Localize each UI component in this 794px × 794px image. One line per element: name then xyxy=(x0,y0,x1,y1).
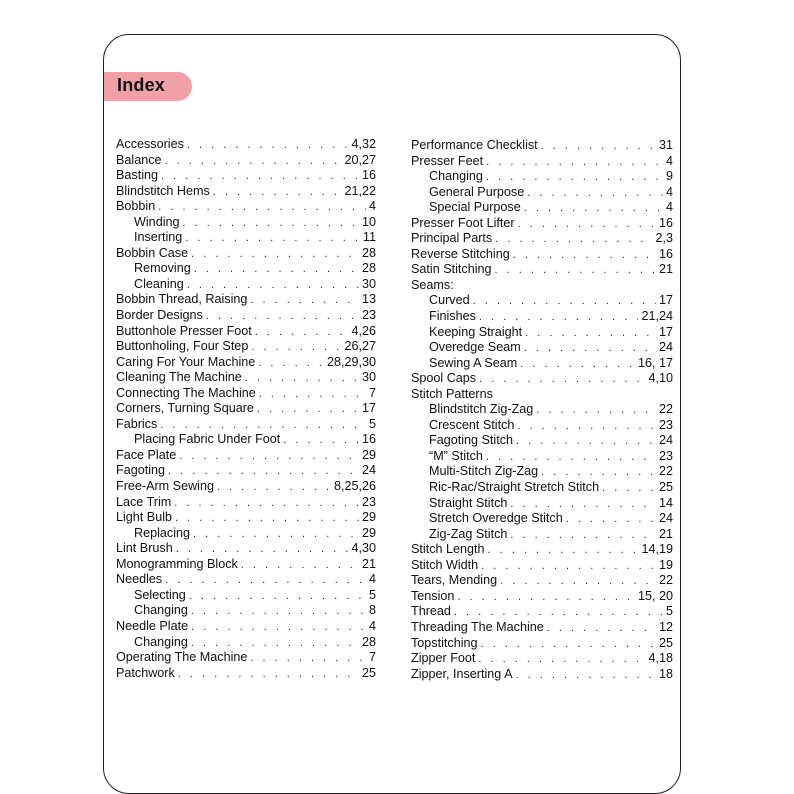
index-page-numbers: 30 xyxy=(361,370,376,385)
dot-leader xyxy=(486,450,656,466)
index-entry xyxy=(116,666,376,682)
index-entry xyxy=(116,401,376,417)
dot-leader xyxy=(251,340,341,356)
dot-leader xyxy=(187,278,359,294)
index-term: Free-Arm Sewing xyxy=(116,479,214,494)
index-term: Bobbin xyxy=(116,199,156,214)
index-term: Lace Trim xyxy=(116,494,172,509)
index-term: Patchwork xyxy=(116,665,175,680)
dot-leader xyxy=(217,480,331,496)
index-page-numbers: 23 xyxy=(361,308,376,323)
dot-leader xyxy=(259,387,366,403)
dot-leader xyxy=(520,357,635,373)
index-page-numbers: 21,22 xyxy=(344,183,376,198)
index-page-numbers: 4 xyxy=(665,200,673,215)
dot-leader xyxy=(257,402,359,418)
index-subentry xyxy=(411,418,673,434)
dot-leader xyxy=(479,372,645,388)
index-entry xyxy=(411,247,673,263)
dot-leader xyxy=(479,310,639,326)
index-subentry xyxy=(411,356,673,372)
index-page-numbers: 30 xyxy=(361,276,376,291)
index-entry xyxy=(116,308,376,324)
index-entry xyxy=(411,558,673,574)
index-term: Thread xyxy=(411,604,451,619)
index-page-numbers: 7 xyxy=(368,385,376,400)
index-term: Fagoting xyxy=(116,463,166,478)
index-subentry xyxy=(116,215,376,231)
index-term: Keeping Straight xyxy=(429,324,523,339)
index-page-numbers: 4,30 xyxy=(351,541,376,556)
dot-leader xyxy=(158,200,366,216)
index-page-numbers: 28 xyxy=(361,634,376,649)
index-entry xyxy=(411,589,673,605)
index-entry xyxy=(116,619,376,635)
dot-leader xyxy=(241,558,359,574)
index-entry xyxy=(411,138,673,154)
index-entry xyxy=(411,262,673,278)
index-subentry xyxy=(411,496,673,512)
index-subentry xyxy=(116,277,376,293)
dot-leader xyxy=(486,155,663,171)
index-page-numbers: 7 xyxy=(368,650,376,665)
index-page-numbers: 22 xyxy=(658,402,673,417)
index-term: Needles xyxy=(116,572,163,587)
index-entry xyxy=(411,636,673,652)
index-right-column xyxy=(411,138,673,682)
index-term: Basting xyxy=(116,168,159,183)
index-entry xyxy=(411,542,673,558)
index-entry xyxy=(411,231,673,247)
index-page-numbers: 23 xyxy=(361,494,376,509)
index-entry xyxy=(411,604,673,620)
index-page-numbers: 5 xyxy=(368,416,376,431)
index-subentry xyxy=(116,261,376,277)
index-entry xyxy=(116,153,376,169)
dot-leader xyxy=(566,512,656,528)
index-term: Fagoting Stitch xyxy=(429,433,514,448)
index-term: Finishes xyxy=(429,309,476,324)
index-term: Balance xyxy=(116,152,162,167)
index-page-numbers: 17 xyxy=(658,293,673,308)
index-subentry xyxy=(116,588,376,604)
index-subentry xyxy=(411,200,673,216)
index-page-numbers: 17 xyxy=(361,401,376,416)
dot-leader xyxy=(513,248,656,264)
index-subentry xyxy=(411,527,673,543)
dot-leader xyxy=(191,636,359,652)
dot-leader xyxy=(481,637,656,653)
index-subentry xyxy=(411,402,673,418)
dot-leader xyxy=(602,481,656,497)
index-entry xyxy=(116,386,376,402)
dot-leader xyxy=(165,573,366,589)
index-page-numbers: 4,18 xyxy=(648,651,673,666)
dot-leader xyxy=(525,326,656,342)
index-entry xyxy=(116,541,376,557)
index-entry xyxy=(116,168,376,184)
index-left-column xyxy=(116,137,376,681)
dot-leader xyxy=(185,231,360,247)
dot-leader xyxy=(191,604,366,620)
dot-leader xyxy=(250,651,366,667)
index-entry xyxy=(411,216,673,232)
index-page-numbers: 9 xyxy=(665,169,673,184)
dot-leader xyxy=(183,216,359,232)
index-term: “M” Stitch xyxy=(429,448,483,463)
index-term: Sewing A Seam xyxy=(429,355,518,370)
index-page-numbers: 23 xyxy=(658,417,673,432)
index-term: Ric-Rac/Straight Stretch Stitch xyxy=(429,480,600,495)
index-entry xyxy=(116,463,376,479)
index-entry xyxy=(116,184,376,200)
index-page-numbers: 21 xyxy=(658,262,673,277)
section-title: Index xyxy=(117,75,166,95)
index-entry xyxy=(116,557,376,573)
index-entry xyxy=(411,620,673,636)
dot-leader xyxy=(283,433,359,449)
index-term: Face Plate xyxy=(116,447,177,462)
dot-leader xyxy=(193,527,359,543)
dot-leader xyxy=(517,419,656,435)
index-subentry xyxy=(411,449,673,465)
index-term: Border Designs xyxy=(116,308,203,323)
index-entry xyxy=(116,510,376,526)
index-term: Needle Plate xyxy=(116,618,189,633)
index-page-numbers: 23 xyxy=(658,448,673,463)
index-entry xyxy=(411,667,673,683)
index-term: Zig-Zag Stitch xyxy=(429,526,508,541)
index-page-numbers: 19 xyxy=(658,557,673,572)
index-page-numbers: 18 xyxy=(658,666,673,681)
dot-leader xyxy=(516,434,656,450)
index-page-numbers: 28 xyxy=(361,261,376,276)
index-subentry xyxy=(116,432,376,448)
index-entry xyxy=(116,292,376,308)
index-page-numbers: 5 xyxy=(665,604,673,619)
index-page-numbers: 25 xyxy=(658,480,673,495)
index-subentry xyxy=(116,230,376,246)
index-page-numbers: 24 xyxy=(658,433,673,448)
index-term: Stitch Width xyxy=(411,557,479,572)
index-subentry xyxy=(411,433,673,449)
index-page-numbers: 29 xyxy=(361,510,376,525)
dot-leader xyxy=(160,418,366,434)
index-entry xyxy=(116,650,376,666)
index-term: Threading The Machine xyxy=(411,619,544,634)
index-page-numbers: 16 xyxy=(658,215,673,230)
dot-leader xyxy=(524,201,663,217)
index-page-numbers: 25 xyxy=(361,665,376,680)
index-entry xyxy=(116,370,376,386)
index-entry xyxy=(116,199,376,215)
dot-leader xyxy=(495,263,656,279)
dot-leader xyxy=(510,528,656,544)
index-page-numbers: 12 xyxy=(658,619,673,634)
index-term: Removing xyxy=(134,261,191,276)
dot-leader xyxy=(179,449,359,465)
index-entry xyxy=(116,417,376,433)
index-page-numbers: 21 xyxy=(361,556,376,571)
index-page-numbers: 4,32 xyxy=(351,137,376,151)
index-term: Changing xyxy=(134,603,188,618)
index-page-numbers: 4,26 xyxy=(351,323,376,338)
index-entry xyxy=(116,355,376,371)
index-term: Lint Brush xyxy=(116,541,173,556)
index-term: Changing xyxy=(429,169,483,184)
index-subentry xyxy=(411,169,673,185)
dot-leader xyxy=(206,309,359,325)
dot-leader xyxy=(495,232,652,248)
dot-leader xyxy=(478,652,645,668)
index-term: Stitch Length xyxy=(411,542,485,557)
index-entry xyxy=(116,246,376,262)
index-term: Zipper Foot xyxy=(411,651,476,666)
dot-leader xyxy=(481,559,656,575)
index-page-numbers: 4 xyxy=(665,153,673,168)
index-term: Bobbin Case xyxy=(116,245,189,260)
index-page-numbers: 4 xyxy=(368,618,376,633)
dot-leader xyxy=(510,497,656,513)
index-entry xyxy=(116,448,376,464)
index-term: Spool Caps xyxy=(411,371,477,386)
index-page-numbers: 16, 17 xyxy=(637,355,673,370)
index-term: Special Purpose xyxy=(429,200,521,215)
dot-leader xyxy=(524,341,656,357)
index-page-numbers: 14 xyxy=(658,495,673,510)
index-term: Replacing xyxy=(134,525,191,540)
index-term: Stretch Overedge Stitch xyxy=(429,511,563,526)
index-subentry xyxy=(411,480,673,496)
index-term: Selecting xyxy=(134,587,186,602)
index-entry xyxy=(411,651,673,667)
index-subentry xyxy=(411,464,673,480)
index-term: Crescent Stitch xyxy=(429,417,515,432)
index-term: Placing Fabric Under Foot xyxy=(134,432,281,447)
index-page-numbers: 24 xyxy=(361,463,376,478)
index-term: Accessories xyxy=(116,137,184,151)
index-entry xyxy=(411,278,673,294)
index-term: Topstitching xyxy=(411,635,478,650)
dot-leader xyxy=(213,185,342,201)
index-subentry xyxy=(411,185,673,201)
index-page-numbers: 28,29,30 xyxy=(326,354,376,369)
index-term: Presser Feet xyxy=(411,153,484,168)
dot-leader xyxy=(473,294,656,310)
dot-leader xyxy=(191,620,366,636)
dot-leader xyxy=(547,621,656,637)
dot-leader xyxy=(527,186,663,202)
index-term: Operating The Machine xyxy=(116,650,248,665)
index-page-numbers: 29 xyxy=(361,525,376,540)
dot-leader xyxy=(541,139,656,155)
index-entry xyxy=(116,339,376,355)
dot-leader xyxy=(457,590,635,606)
dot-leader xyxy=(178,667,359,683)
index-entry xyxy=(411,387,673,403)
index-entry xyxy=(116,495,376,511)
dot-leader xyxy=(174,496,359,512)
dot-leader xyxy=(187,138,349,154)
index-term: Seams: xyxy=(411,277,454,292)
index-term: Straight Stitch xyxy=(429,495,508,510)
index-entry xyxy=(116,572,376,588)
index-term: Fabrics xyxy=(116,416,158,431)
dot-leader xyxy=(518,217,656,233)
index-subentry xyxy=(411,325,673,341)
index-page-numbers: 4 xyxy=(665,184,673,199)
dot-leader xyxy=(536,403,656,419)
index-page-numbers: 2,3 xyxy=(655,231,673,246)
dot-leader xyxy=(189,589,366,605)
index-term: Connecting The Machine xyxy=(116,385,256,400)
dot-leader xyxy=(194,262,359,278)
index-term: Winding xyxy=(134,214,180,229)
index-term: Performance Checklist xyxy=(411,138,538,152)
index-term: Overedge Seam xyxy=(429,340,521,355)
dot-leader xyxy=(255,325,349,341)
index-page-numbers: 14,19 xyxy=(641,542,673,557)
index-term: Cleaning xyxy=(134,276,184,291)
index-page-numbers: 21,24 xyxy=(641,309,673,324)
index-term: Stitch Patterns xyxy=(411,386,493,401)
dot-leader xyxy=(258,356,324,372)
index-subentry xyxy=(116,603,376,619)
index-page-numbers: 10 xyxy=(361,214,376,229)
index-term: Satin Stitching xyxy=(411,262,492,277)
index-page-numbers: 17 xyxy=(658,324,673,339)
dot-leader xyxy=(500,574,656,590)
index-term: Curved xyxy=(429,293,470,308)
index-subentry xyxy=(116,526,376,542)
dot-leader xyxy=(488,543,639,559)
index-term: Principal Parts xyxy=(411,231,493,246)
index-page-numbers: 24 xyxy=(658,340,673,355)
dot-leader xyxy=(168,464,359,480)
index-term: Tears, Mending xyxy=(411,573,498,588)
index-term: Presser Foot Lifter xyxy=(411,215,515,230)
index-term: Blindstitch Zig-Zag xyxy=(429,402,534,417)
index-term: Buttonhole Presser Foot xyxy=(116,323,252,338)
index-page-numbers: 21 xyxy=(658,526,673,541)
index-page-numbers: 24 xyxy=(658,511,673,526)
index-term: Zipper, Inserting A xyxy=(411,666,513,681)
index-page-numbers: 4,10 xyxy=(648,371,673,386)
index-term: Changing xyxy=(134,634,188,649)
index-term: Tension xyxy=(411,588,455,603)
index-entry xyxy=(411,573,673,589)
index-page-numbers: 31 xyxy=(658,138,673,152)
index-page-numbers: 4 xyxy=(368,199,376,214)
index-page-numbers: 8 xyxy=(368,603,376,618)
index-term: Bobbin Thread, Raising xyxy=(116,292,248,307)
index-entry xyxy=(116,324,376,340)
index-subentry xyxy=(411,309,673,325)
dot-leader xyxy=(161,169,359,185)
dot-leader xyxy=(175,511,359,527)
index-page-numbers: 16 xyxy=(658,246,673,261)
index-term: Multi-Stitch Zig-Zag xyxy=(429,464,539,479)
dot-leader xyxy=(541,465,656,481)
index-term: Corners, Turning Square xyxy=(116,401,254,416)
index-entry xyxy=(411,154,673,170)
index-page-numbers: 15, 20 xyxy=(637,588,673,603)
index-page-numbers: 20,27 xyxy=(344,152,376,167)
index-subentry xyxy=(116,635,376,651)
index-page-numbers: 16 xyxy=(361,168,376,183)
index-term: General Purpose xyxy=(429,184,525,199)
index-entry xyxy=(116,137,376,153)
dot-leader xyxy=(165,154,342,170)
index-page-numbers: 22 xyxy=(658,573,673,588)
index-term: Monogramming Block xyxy=(116,556,238,571)
index-term: Caring For Your Machine xyxy=(116,354,256,369)
dot-leader xyxy=(191,247,359,263)
dot-leader xyxy=(454,605,663,621)
index-term: Reverse Stitching xyxy=(411,246,510,261)
index-page-numbers: 22 xyxy=(658,464,673,479)
index-term: Blindstitch Hems xyxy=(116,183,210,198)
index-page-numbers: 13 xyxy=(361,292,376,307)
index-entry xyxy=(411,371,673,387)
index-page-numbers: 16 xyxy=(361,432,376,447)
index-subentry xyxy=(411,340,673,356)
index-term: Cleaning The Machine xyxy=(116,370,242,385)
dot-leader xyxy=(250,293,359,309)
index-term: Light Bulb xyxy=(116,510,173,525)
index-page-numbers: 29 xyxy=(361,447,376,462)
index-page-numbers: 5 xyxy=(368,587,376,602)
index-tab xyxy=(104,72,192,101)
dot-leader xyxy=(245,371,359,387)
index-term: Inserting xyxy=(134,230,183,245)
index-subentry xyxy=(411,293,673,309)
index-page-numbers: 28 xyxy=(361,245,376,260)
dot-leader xyxy=(176,542,349,558)
index-entry xyxy=(116,479,376,495)
index-page-numbers: 4 xyxy=(368,572,376,587)
dot-leader xyxy=(486,170,663,186)
index-page-numbers: 11 xyxy=(362,230,376,245)
index-page-numbers: 8,25,26 xyxy=(333,479,376,494)
index-page-numbers: 26,27 xyxy=(344,339,376,354)
index-subentry xyxy=(411,511,673,527)
dot-leader xyxy=(516,668,656,684)
index-term: Buttonholing, Four Step xyxy=(116,339,249,354)
index-page-numbers: 25 xyxy=(658,635,673,650)
